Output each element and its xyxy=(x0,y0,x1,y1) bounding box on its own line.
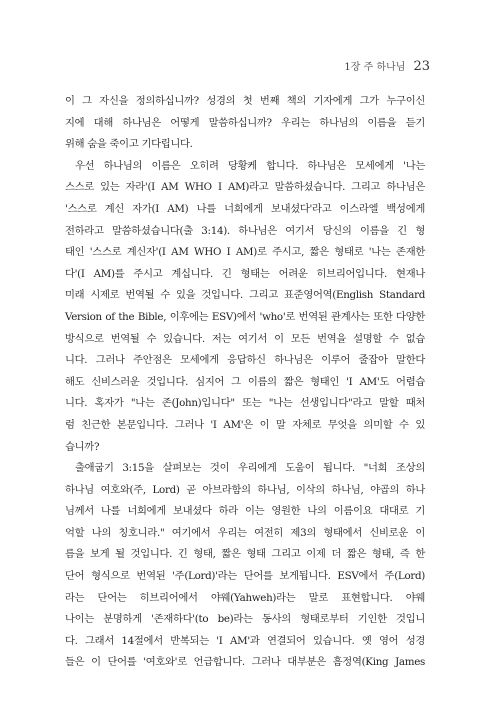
text-line: 태인 '스스로 계신자'(I AM WHO I AM)로 주시고, 짧은 형태로 '나는 존재한 xyxy=(65,246,425,259)
text-line: 라는 단어는 히브리어에서 야웨(Yahweh)라는 말로 표현합니다. 야웨 xyxy=(65,591,425,604)
body-text xyxy=(65,91,425,674)
text-line: 지에 대해 하나님은 어떻게 말씀하십니까? 우리는 하나님의 이름을 듣기 xyxy=(65,116,425,129)
paragraph-1 xyxy=(65,91,425,156)
text-line: 습니까? xyxy=(65,440,100,453)
text-line: 이 그 자신을 정의하십니까? 성경의 첫 번째 책의 기자에게 그가 누구이신 xyxy=(65,95,425,107)
text-line: '스스로 계신 자가(I AM) 나를 너희에게 보내셨다'라고 이스라엘 백성에게 xyxy=(65,202,425,215)
text-line: 스스로 있는 자라'(I AM WHO I AM)라고 말씀하셨습니다. 그리고 하나님은 xyxy=(65,181,425,194)
paragraph-2 xyxy=(65,156,425,458)
text-line: 하나님 여호와(주, Lord) 곧 아브라함의 하나님, 이삭의 하나님, 야곱의 하나 xyxy=(65,483,425,496)
text-line: 니다. 혹자가 "나는 존(John)입니다" 또는 "나는 선생입니다"라고 말할 때처 xyxy=(65,397,425,410)
text-line: 억할 나의 칭호니라." 여기에서 우리는 여전히 제3의 형태에서 신비로운 이 xyxy=(65,526,425,539)
text-line: 들은 이 단어를 '여호와'로 언급합니다. 그러나 대부분은 흠정역(King James xyxy=(65,656,425,669)
text-line: 미래 시제로 번역될 수 있을 것입니다. 그리고 표준영어역(English Standard xyxy=(65,289,425,302)
text-line: 님께서 나를 너희에게 보내셨다 하라 이는 영원한 나의 이름이요 대대로 기 xyxy=(65,505,425,518)
text-line: 나이는 분명하게 '존재하다'(to be)라는 동사의 형태로부터 기인한 것입니 xyxy=(65,613,425,626)
text-line: 해도 신비스러운 것입니다. 심지어 그 이름의 짧은 형태인 'I AM'도 어렵습 xyxy=(65,375,425,388)
text-line: 위해 숨을 죽이고 기다립니다. xyxy=(65,138,193,151)
running-head xyxy=(60,58,430,74)
text-line: 니다. 그러나 주안점은 모세에게 응답하신 하나님은 이루어 줄잡아 말한다 xyxy=(65,354,425,367)
paragraph-3 xyxy=(65,458,425,674)
text-line: 출애굽기 3:15을 살펴보는 것이 우리에게 도움이 됩니다. "너희 조상의 xyxy=(75,462,425,475)
text-line: 전하라고 말씀하셨습니다(출 3:14). 하나님은 여기서 당신의 이름을 긴 형 xyxy=(65,224,425,237)
text-line: 단어 형식으로 번역된 '주(Lord)'라는 단어를 보게됩니다. ESV에서 주(Lord) xyxy=(65,570,425,583)
chapter-title: 1장 주 하나님 xyxy=(344,62,406,73)
text-line: 다. 그래서 14절에서 반복되는 'I AM'과 연결되어 있습니다. 옛 영어 성경 xyxy=(65,634,425,647)
text-line: 우선 하나님의 이름은 오히려 당황케 합니다. 하나님은 모세에게 '나는 xyxy=(75,159,425,172)
text-line: 럼 친근한 본문입니다. 그러나 'I AM'은 이 말 자체로 무엇을 의미할 수 있 xyxy=(65,418,425,431)
text-line: 름을 보게 될 것입니다. 긴 형태, 짧은 형태 그리고 이제 더 짧은 형태, 즉 한 xyxy=(65,548,425,561)
text-line: 다'(I AM)를 주시고 계십니다. 긴 형태는 어려운 히브리어입니다. 현재나 xyxy=(65,267,425,280)
text-line: 방식으로 번역될 수 있습니다. 저는 여기서 이 모든 번역을 설명할 수 없습 xyxy=(65,332,425,345)
page-number: 23 xyxy=(413,59,430,74)
text-line: Version of the Bible, 이후에는 ESV)에서 'who'로 번역된 관계사는 또한 다양한 xyxy=(65,310,425,323)
